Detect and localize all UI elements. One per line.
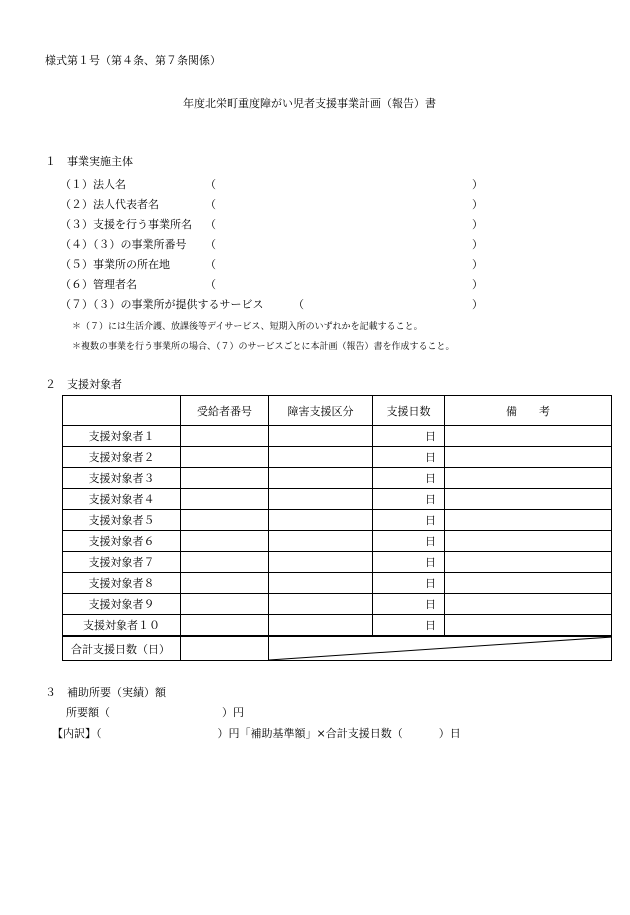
recipient-number-cell[interactable]	[181, 615, 269, 637]
disability-level-cell[interactable]	[269, 615, 373, 637]
remarks-cell[interactable]	[445, 489, 612, 510]
section1-item-label: （４）（３）の事業所番号	[60, 238, 187, 251]
remarks-cell[interactable]	[445, 468, 612, 489]
open-paren: （	[205, 198, 216, 211]
total-row	[63, 636, 612, 661]
disability-level-cell[interactable]	[269, 510, 373, 531]
open-paren: （	[205, 258, 216, 271]
section1-item-field[interactable]	[220, 216, 468, 230]
section1-item-label: （３）支援を行う事業所名	[60, 218, 192, 231]
section2-heading: ２ 支援対象者	[45, 378, 122, 391]
support-recipients-table	[62, 395, 612, 661]
section1-item-label: （１）法人名	[60, 178, 126, 191]
section1-note-2: ＊複数の事業を行う事業所の場合、（７）のサービスごとに本計画（報告）書を作成すること。	[72, 342, 455, 352]
table-header-recipient-number: 受給者番号	[181, 396, 269, 426]
recipient-name-cell: 支援対象者９	[63, 594, 181, 615]
section1-item-field[interactable]	[220, 196, 468, 210]
table-row	[63, 615, 612, 637]
form-number: 様式第１号（第４条、第７条関係）	[45, 54, 221, 67]
open-paren: （	[293, 298, 304, 311]
section1-item-field[interactable]	[220, 176, 468, 190]
recipient-number-cell[interactable]	[181, 594, 269, 615]
recipient-number-cell[interactable]	[181, 447, 269, 468]
remarks-cell[interactable]	[445, 594, 612, 615]
recipient-number-cell[interactable]	[181, 573, 269, 594]
table-header-remarks: 備 考	[445, 396, 612, 426]
remarks-cell[interactable]	[445, 531, 612, 552]
recipient-name-cell: 支援対象者３	[63, 468, 181, 489]
section1-item-label: （６）管理者名	[60, 278, 137, 291]
table-row	[63, 447, 612, 468]
section1-item-field[interactable]	[308, 296, 468, 310]
remarks-cell[interactable]	[445, 426, 612, 447]
required-amount-suffix: ）円	[222, 706, 244, 719]
section1-item-label: （５）事業所の所在地	[60, 258, 170, 271]
table-row	[63, 489, 612, 510]
recipient-name-cell: 支援対象者７	[63, 552, 181, 573]
support-days-cell[interactable]: 日	[373, 552, 445, 573]
disability-level-cell[interactable]	[269, 531, 373, 552]
diagonal-line	[269, 637, 612, 660]
recipient-number-cell[interactable]	[181, 489, 269, 510]
recipient-number-cell[interactable]	[181, 468, 269, 489]
recipient-number-cell[interactable]	[181, 426, 269, 447]
table-header-disability-level: 障害支援区分	[269, 396, 373, 426]
recipient-number-cell[interactable]	[181, 531, 269, 552]
support-days-cell[interactable]: 日	[373, 594, 445, 615]
close-paren: ）	[472, 238, 483, 251]
table-row	[63, 573, 612, 594]
close-paren: ）	[472, 278, 483, 291]
remarks-cell[interactable]	[445, 510, 612, 531]
remarks-cell[interactable]	[445, 573, 612, 594]
document-title: 年度北栄町重度障がい児者支援事業計画（報告）書	[183, 97, 436, 110]
disability-level-cell[interactable]	[269, 489, 373, 510]
recipient-name-cell: 支援対象者８	[63, 573, 181, 594]
close-paren: ）	[472, 178, 483, 191]
table-row	[63, 531, 612, 552]
recipient-name-cell: 支援対象者２	[63, 447, 181, 468]
section1-item-label: （７）（３）の事業所が提供するサービス	[60, 298, 264, 311]
total-crossed-cell	[269, 636, 612, 661]
close-paren: ）	[472, 198, 483, 211]
section1-item-label: （２）法人代表者名	[60, 198, 159, 211]
support-days-cell[interactable]: 日	[373, 615, 445, 637]
disability-level-cell[interactable]	[269, 573, 373, 594]
support-days-cell[interactable]: 日	[373, 510, 445, 531]
remarks-cell[interactable]	[445, 447, 612, 468]
disability-level-cell[interactable]	[269, 447, 373, 468]
table-header-row	[63, 396, 612, 426]
close-paren: ）	[472, 298, 483, 311]
support-days-cell[interactable]: 日	[373, 447, 445, 468]
required-amount-row	[66, 704, 244, 720]
breakdown-end: ）日	[438, 727, 461, 740]
breakdown-suffix: ）円「補助基準額」×合計支援日数（	[217, 727, 403, 740]
disability-level-cell[interactable]	[269, 594, 373, 615]
section1-item-field[interactable]	[220, 256, 468, 270]
total-value-cell[interactable]	[181, 636, 269, 661]
breakdown-row	[52, 725, 461, 741]
recipient-name-cell: 支援対象者６	[63, 531, 181, 552]
breakdown-label: 【内訳】（	[52, 727, 102, 740]
required-amount-label: 所要額（	[66, 706, 110, 719]
disability-level-cell[interactable]	[269, 468, 373, 489]
section1-note-1: ＊（７）には生活介護、放課後等デイサービス、短期入所のいずれかを記載すること。	[72, 322, 423, 332]
recipient-name-cell: 支援対象者１	[63, 426, 181, 447]
open-paren: （	[205, 278, 216, 291]
support-days-cell[interactable]: 日	[373, 489, 445, 510]
table-row	[63, 426, 612, 447]
support-days-cell[interactable]: 日	[373, 468, 445, 489]
table-row	[63, 552, 612, 573]
open-paren: （	[205, 178, 216, 191]
section3-heading: ３ 補助所要（実績）額	[45, 686, 166, 699]
recipient-number-cell[interactable]	[181, 552, 269, 573]
table-body	[63, 426, 612, 637]
open-paren: （	[205, 218, 216, 231]
section1-item-field[interactable]	[220, 236, 468, 250]
table-row	[63, 594, 612, 615]
table-row	[63, 468, 612, 489]
disability-level-cell[interactable]	[269, 552, 373, 573]
table-header-blank	[63, 396, 181, 426]
close-paren: ）	[472, 218, 483, 231]
recipient-name-cell: 支援対象者５	[63, 510, 181, 531]
disability-level-cell[interactable]	[269, 426, 373, 447]
remarks-cell[interactable]	[445, 552, 612, 573]
recipient-name-cell: 支援対象者４	[63, 489, 181, 510]
remarks-cell[interactable]	[445, 615, 612, 637]
section1-heading: １ 事業実施主体	[45, 155, 133, 168]
recipient-name-cell: 支援対象者１０	[63, 615, 181, 637]
close-paren: ）	[472, 258, 483, 271]
open-paren: （	[205, 238, 216, 251]
section1-item-field[interactable]	[220, 276, 468, 290]
support-days-cell[interactable]: 日	[373, 426, 445, 447]
table-row	[63, 510, 612, 531]
support-days-cell[interactable]: 日	[373, 531, 445, 552]
recipient-number-cell[interactable]	[181, 510, 269, 531]
total-label: 合計支援日数（日）	[63, 636, 181, 661]
support-days-cell[interactable]: 日	[373, 573, 445, 594]
table-header-support-days: 支援日数	[373, 396, 445, 426]
